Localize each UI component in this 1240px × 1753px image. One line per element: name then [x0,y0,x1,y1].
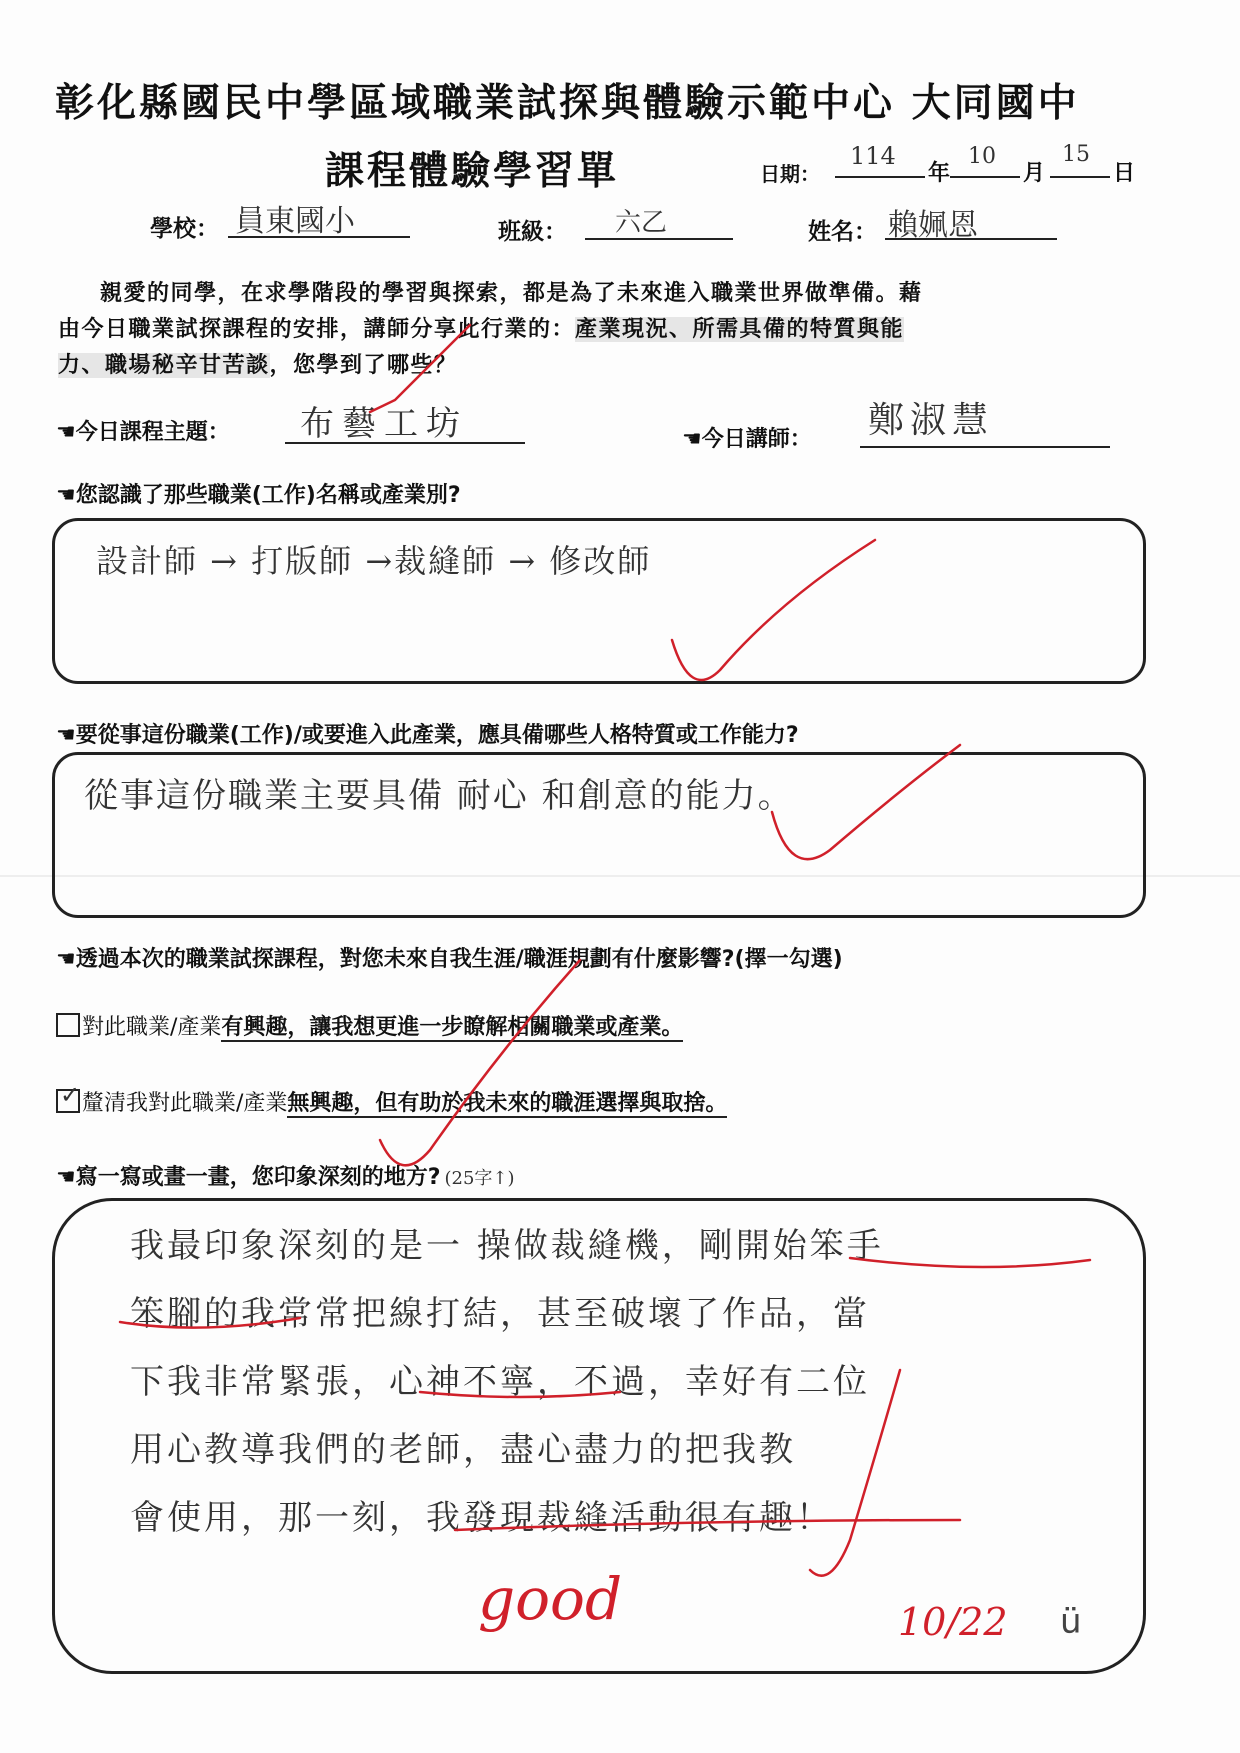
intro-highlight-1: 產業現況、所需具備的特質與能 [575,317,905,342]
topic-value: 布藝工坊 [300,404,468,444]
intro-line-3-text: ，您學到了哪些？ [269,353,458,378]
date-day: 15 [1062,142,1090,167]
red-underline-q4-4 [455,1520,960,1530]
q4-answer-line-2: 笨腳的我常常把線打結，甚至破壞了作品，當 [130,1294,870,1334]
worksheet-title: 彰化縣國民中學區域職業試探與體驗示範中心 大同國中 [55,81,1080,126]
date-day-unit: 日 [1113,161,1136,186]
q4-answer-line-3: 下我非常緊張，心神不寧，不過，幸好有二位 [130,1362,870,1402]
hand-pointer-icon: ☚ [56,947,76,972]
q3-option-2-text: 無興趣，但有助於我未來的職涯選擇與取捨。 [287,1091,728,1116]
q4-label-text: 寫一寫或畫一畫，您印象深刻的地方? [75,1165,441,1190]
q1-label-text: 您認識了那些職業(工作)名稱或產業別? [75,483,461,508]
hand-pointer-icon: ☚ [56,483,76,508]
school-value: 員東國小 [235,204,355,239]
intro-highlight-2: 力、職場秘辛甘苦談 [58,353,270,378]
red-underline-q4-2 [120,1318,300,1328]
red-underline-q4-3 [420,1392,620,1397]
hand-pointer-icon: ☚ [56,723,76,748]
red-underline-q4-1 [850,1258,1090,1267]
teacher-value: 鄭淑慧 [868,400,995,441]
name-label: 姓名： [808,219,877,245]
q4-answer-line-5: 會使用，那一刻，我發現裁縫活動很有趣！ [130,1498,833,1538]
class-value: 六乙 [615,208,668,238]
red-check-q3 [380,960,580,1165]
date-month-unit: 月 [1023,161,1046,186]
checkmark-icon: ✓ [60,1081,81,1109]
q4-note: (25字↑) [444,1168,515,1189]
q1-answer: 設計師 → 打版師 →裁縫師 → 修改師 [96,542,652,580]
red-check-q2 [772,745,960,859]
intro-line-1: 親愛的同學，在求學階段的學習與探索，都是為了未來進入職業世界做準備。藉 [100,281,923,306]
q3-option-1-text: 有興趣，讓我想更進一步瞭解相關職業或產業。 [221,1015,684,1040]
hand-pointer-icon: ☚ [682,427,702,452]
teacher-label-text: 今日講師： [701,427,812,452]
q2-label-text: 要從事這份職業(工作)/或要進入此產業，應具備哪些人格特質或工作能力? [75,723,799,748]
hand-pointer-icon: ☚ [56,420,76,445]
class-label: 班級： [498,219,567,245]
q3-label-text: 透過本次的職業試探課程，對您未來自我生涯/職涯規劃有什麼影響?(擇一勾選) [75,947,843,972]
q4-answer-line-4: 用心教導我們的老師，盡心盡力的把我教 [130,1430,796,1470]
hand-pointer-icon: ☚ [56,1165,76,1190]
q4-answer-line-1: 我最印象深刻的是一 操做裁縫機，剛開始笨手 [130,1226,884,1266]
red-check-q1 [672,540,875,680]
grading-comment: good [478,1565,623,1633]
date-label: 日期： [760,162,820,186]
date-year-unit: 年 [928,161,951,186]
intro-line-2-text: 由今日職業試探課程的安排，講師分享此行業的： [58,317,576,342]
date-month: 10 [968,144,996,169]
date-year: 114 [850,142,896,170]
q3-option-2-pre: 釐清我對此職業/產業 [82,1091,288,1116]
name-value: 賴姵恩 [888,208,978,243]
red-check-topic [370,325,470,412]
red-check-q4 [810,1370,900,1576]
school-label: 學校： [150,216,219,242]
grading-date: 10/22 [898,1600,1008,1644]
q2-answer: 從事這份職業主要具備 耐心 和創意的能力。 [84,776,794,816]
worksheet-subtitle: 課程體驗學習單 [325,149,620,194]
smiley-drawing: ü [1060,1602,1082,1642]
q3-option-1-pre: 對此職業/產業 [82,1015,222,1040]
topic-label-text: 今日課程主題： [75,420,230,445]
